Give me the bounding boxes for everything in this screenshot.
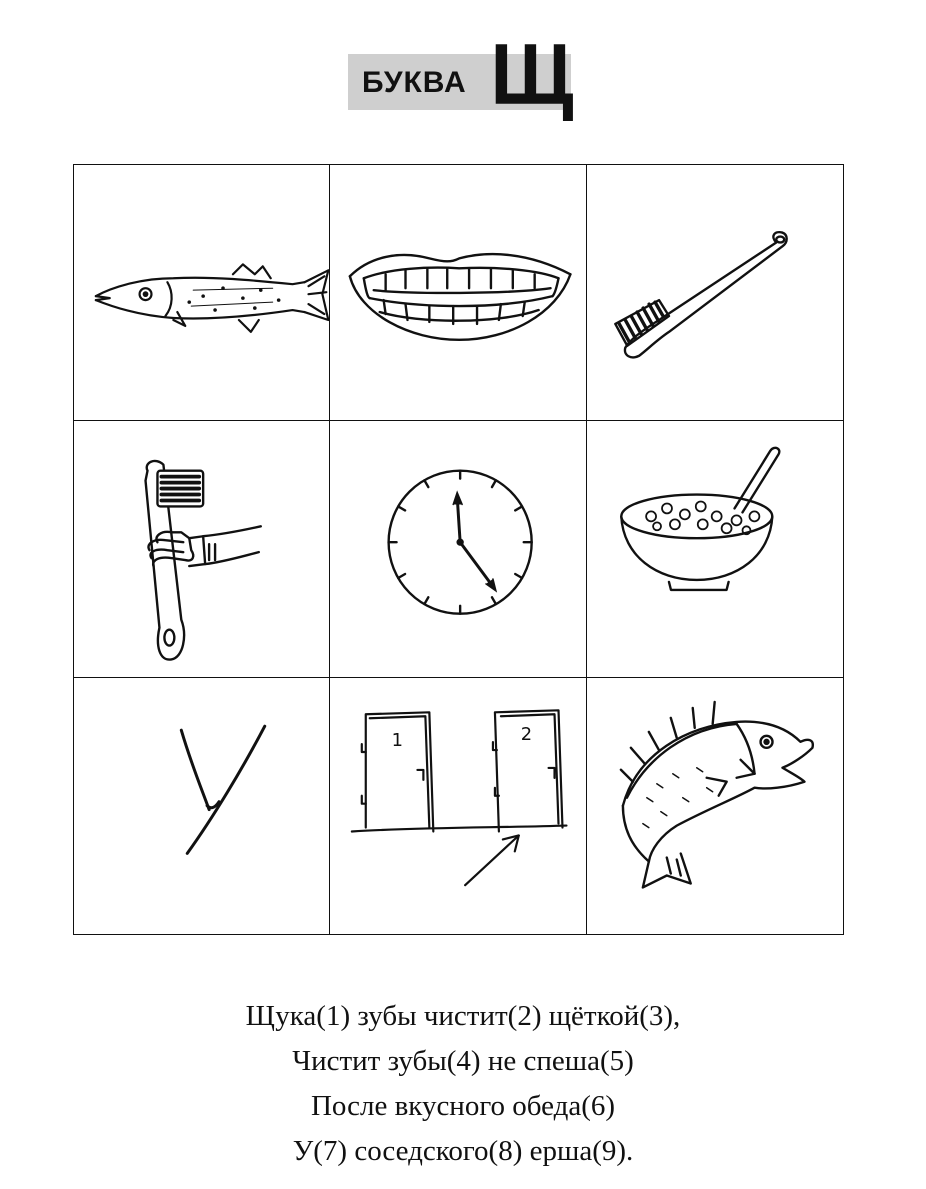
clock-tick <box>425 598 429 605</box>
poem-line-4: У(7) соседского(8) ерша(9). <box>292 1135 634 1167</box>
clock-tick <box>516 574 523 578</box>
door-number-1: 1 <box>391 729 404 751</box>
clock-icon <box>330 421 585 676</box>
picture-cell-5 <box>330 421 586 677</box>
pike-fish-icon <box>74 165 329 420</box>
picture-cell-1 <box>74 165 330 421</box>
letter-heading <box>348 27 574 123</box>
clock-tick <box>492 481 496 488</box>
doors-icon <box>330 678 585 934</box>
picture-grid <box>73 164 844 935</box>
ruff-fish-icon <box>587 678 843 934</box>
porridge-bowl-icon <box>587 421 843 676</box>
picture-cell-4 <box>74 421 330 677</box>
letter-u-icon <box>74 678 329 934</box>
heading-word: БУКВА <box>362 66 467 99</box>
picture-cell-9 <box>587 678 843 934</box>
picture-cell-6 <box>587 421 843 677</box>
clock-tick <box>516 507 523 511</box>
poem-line-1: Щука(1) зубы чистит(2) щёткой(3), <box>245 1000 681 1032</box>
teeth-mouth-icon <box>330 165 585 420</box>
picture-cell-2 <box>330 165 586 421</box>
hand-toothbrush-icon <box>74 421 329 676</box>
clock-tick <box>425 481 429 488</box>
picture-cell-7 <box>74 678 330 934</box>
door-number-2: 2 <box>521 723 533 745</box>
picture-cell-8 <box>330 678 586 934</box>
clock-tick <box>492 598 496 605</box>
clock-tick <box>399 507 406 511</box>
poem-line-3: После вкусного обеда(6) <box>310 1090 616 1122</box>
heading-letter: Щ <box>490 27 574 123</box>
poem-line-2: Чистит зубы(4) не спеша(5) <box>292 1045 634 1077</box>
clock-tick <box>399 574 406 578</box>
poem <box>0 994 926 1174</box>
toothbrush-icon <box>587 165 843 420</box>
picture-cell-3 <box>587 165 843 421</box>
